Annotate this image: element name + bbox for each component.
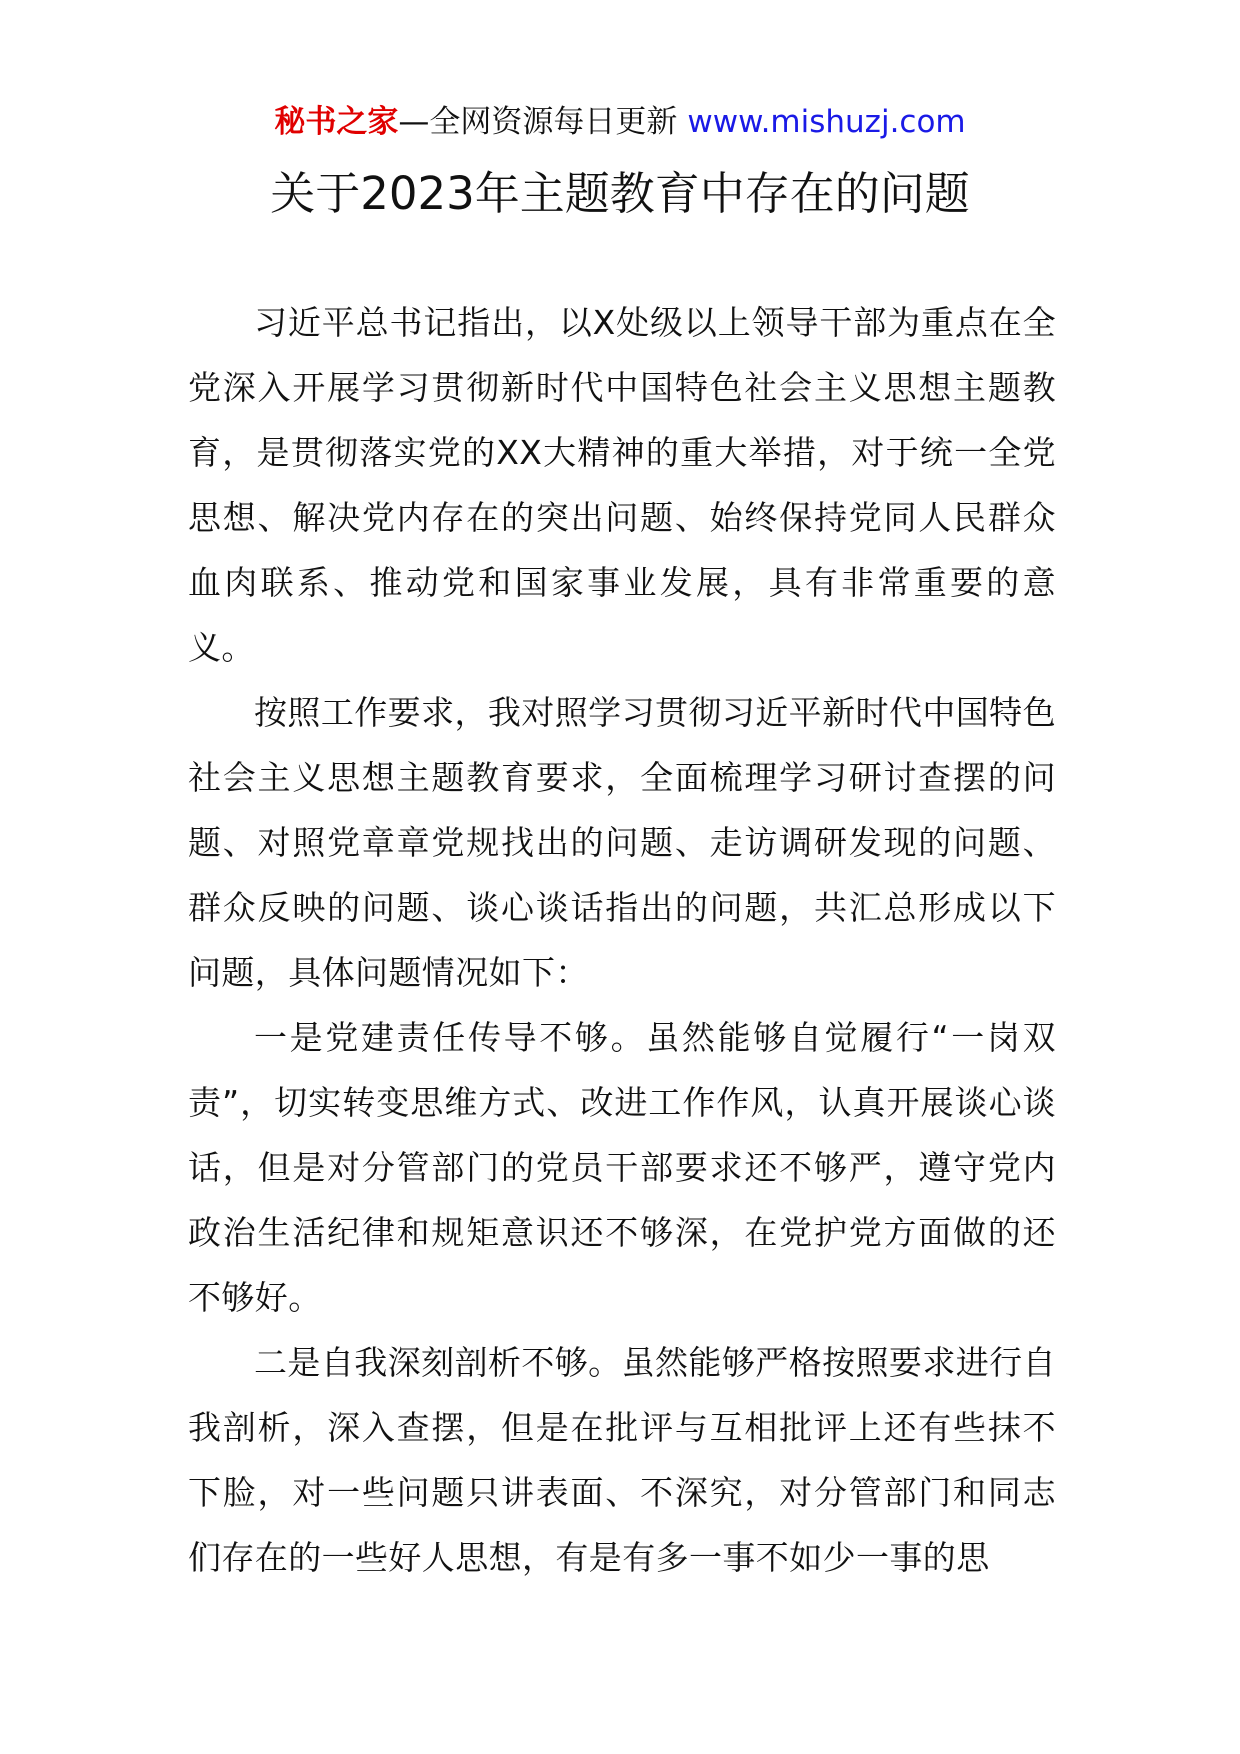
site-slogan: —全网资源每日更新 (398, 104, 678, 140)
paragraph-issue-two: 二是自我深刻剖析不够。虽然能够严格按照要求进行自我剖析，深入查摆，但是在批评与互相批评上还有些抹不下脸，对一些问题只讲表面、不深究，对分管部门和同志们存在的一些好人思想，有是有多一事不如少一事的思 (188, 1343, 1056, 1577)
document-title: 关于2023年主题教育中存在的问题 (270, 167, 970, 220)
paragraph-overview: 按照工作要求，我对照学习贯彻习近平新时代中国特色社会主义思想主题教育要求，全面梳理学习研讨查摆的问题、对照党章章党规找出的问题、走访调研发现的问题、群众反映的问题、谈心谈话指出的问题，共汇总形成以下问题，具体问题情况如下： (188, 693, 1056, 992)
paragraph-issue-one: 一是党建责任传导不够。虽然能够自觉履行“一岗双责”，切实转变思维方式、改进工作作风，认真开展谈心谈话，但是对分管部门的党员干部要求还不够严，遵守党内政治生活纪律和规矩意识还不够深，在党护党方面做的还不够好。 (188, 1018, 1056, 1317)
site-brand: 秘书之家 (274, 104, 399, 140)
paragraph-intro: 习近平总书记指出，以X处级以上领导干部为重点在全党深入开展学习贯彻新时代中国特色社会主义思想主题教育，是贯彻落实党的XX大精神的重大举措，对于统一全党思想、解决党内存在的突出问题、始终保持党同人民群众血肉联系、推动党和国家事业发展，具有非常重要的意义。 (188, 303, 1056, 667)
document-body (188, 290, 1056, 1590)
site-header (0, 100, 1240, 144)
site-url-link[interactable]: www.mishuzj.com (687, 104, 966, 140)
